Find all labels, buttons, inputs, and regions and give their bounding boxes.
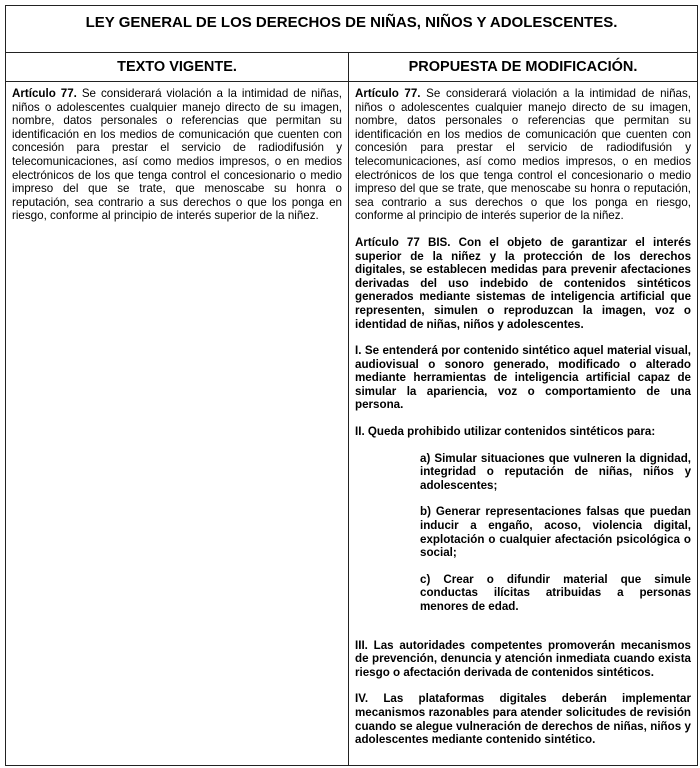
inciso-c: c) Crear o difundir material que simule conductas ilícitas atribuidas a personas menores de edad. <box>420 572 692 613</box>
article-label: Artículo 77. <box>12 87 77 100</box>
comparison-table <box>5 5 698 766</box>
column-header-propuesta: PROPUESTA DE MODIFICACIÓN. <box>349 53 698 82</box>
texto-vigente-cell <box>6 82 349 766</box>
inciso-b: b) Generar representaciones falsas que puedan inducir a engaño, acoso, violencia digital, explotación o cualquier afectación psicológica o social; <box>420 505 692 560</box>
article-77-bis: Artículo 77 BIS. Con el objeto de garantizar el interés superior de la niñez y la protección de los derechos digitales, se establecen medidas para prevenir afectaciones derivadas del uso indebido de contenidos sintéticos generados mediante sistemas de inteligencia artificial que representen, simulen o reproduzcan la imagen, voz o identidad de niñas, niños y adolescentes. <box>355 235 692 331</box>
propuesta-article-77 <box>355 87 691 223</box>
spacer <box>355 627 691 639</box>
law-title: LEY GENERAL DE LOS DERECHOS DE NIÑAS, NIÑOS Y ADOLESCENTES. <box>6 6 698 53</box>
inciso-a: a) Simular situaciones que vulneren la dignidad, integridad o reputación de niñas, niños y adolescentes; <box>420 451 692 492</box>
fraccion-iii: III. Las autoridades competentes promoverán mecanismos de prevención, denuncia y atención inmediata cuando exista riesgo o afectación derivada de contenidos sintéticos. <box>355 638 692 679</box>
article-text: Se considerará violación a la intimidad de niñas, niños o adolescentes cualquier manejo directo de su imagen, nombre, datos personales o referencias que permitan su identificación en los medios de comunicación que cuenten con concesión para prestar el servicio de radiodifusión y telecomunicaciones, así como medios impresos, o en medios electrónicos de los que tenga control el concesionario o medio impreso del que se trate, que menoscabe su honra o reputación, sea contrario a sus derechos o que los ponga en riesgo, conforme al principio de interés superior de la niñez. <box>12 87 343 223</box>
fraccion-ii: II. Queda prohibido utilizar contenidos sintéticos para: <box>355 425 656 439</box>
header-row <box>6 53 698 82</box>
article-label: Artículo 77. <box>355 87 421 100</box>
column-header-texto-vigente: TEXTO VIGENTE. <box>6 53 349 82</box>
article-text: Se considerará violación a la intimidad de niñas, niños o adolescentes cualquier manejo directo de su imagen, nombre, datos personales o referencias que permitan su identificación en los medios de comunicación que cuenten con concesión para prestar el servicio de radiodifusión y telecomunicaciones, así como medios impresos, o en medios electrónicos de los que tenga control el concesionario o medio impreso del que se trate, que menoscabe su honra o reputación, sea contrario a sus derechos o que los ponga en riesgo, conforme al principio de interés superior de la niñez. <box>355 87 692 223</box>
body-row <box>6 82 698 766</box>
fraccion-i: I. Se entenderá por contenido sintético aquel material visual, audiovisual o sonoro generado, modificado o alterado mediante herramientas de inteligencia artificial capaz de simular la apariencia, voz o comportamiento de una persona. <box>355 344 692 412</box>
fraccion-iv: IV. Las plataformas digitales deberán implementar mecanismos razonables para atender solicitudes de revisión cuando se alegue vulneración de derechos de niñas, niños y adolescentes mediante contenido sintético. <box>355 692 692 747</box>
propuesta-cell <box>349 82 698 766</box>
title-row <box>6 6 698 53</box>
vigente-article-77 <box>12 87 342 223</box>
